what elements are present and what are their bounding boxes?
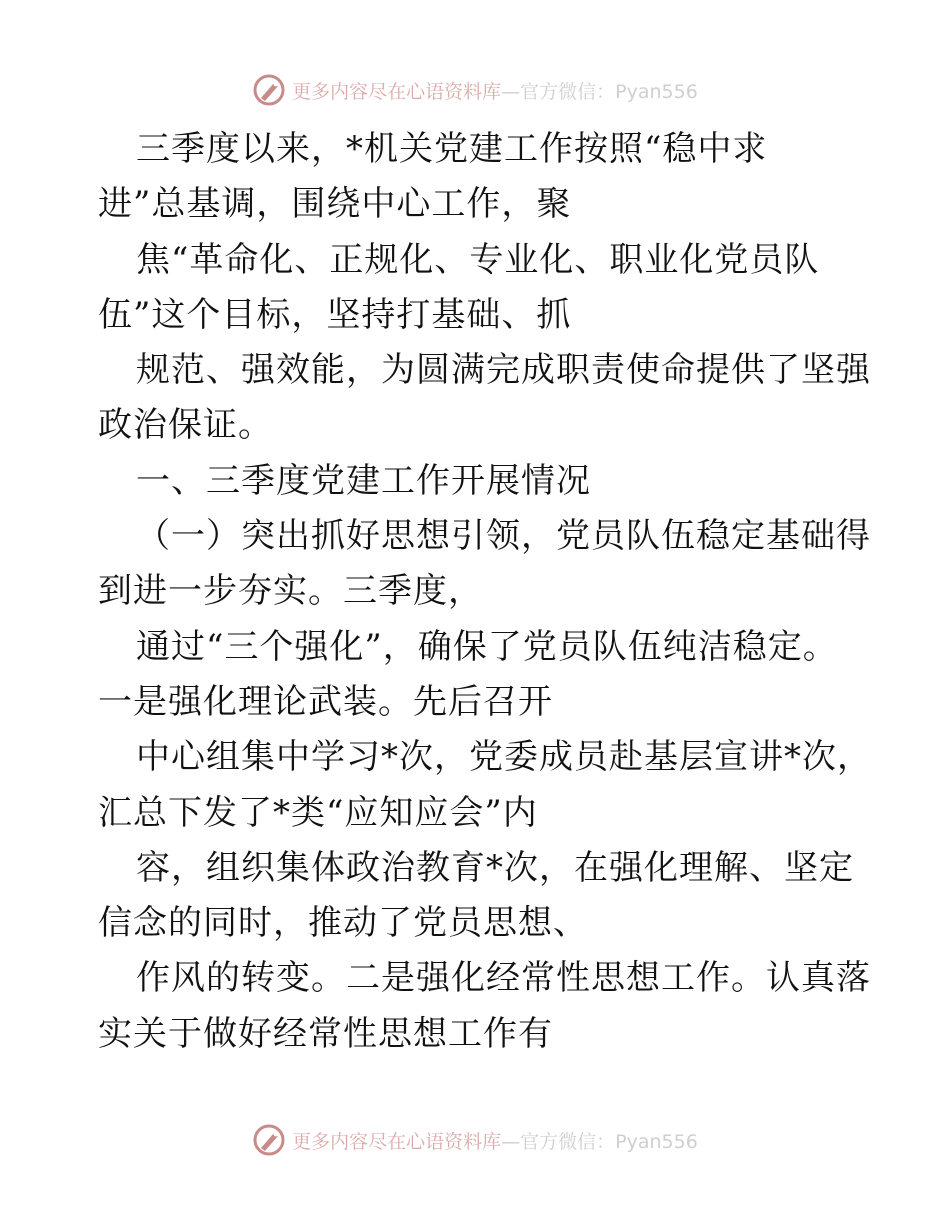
pen-logo-icon xyxy=(252,73,286,107)
header-watermark xyxy=(0,70,950,110)
paragraph-line: 汇总下发了*类“应知应会”内 xyxy=(98,792,538,833)
paragraph-line: 信念的同时，推动了党员思想、 xyxy=(98,903,588,944)
paragraph-line: 进”总基调，围绕中心工作，聚 xyxy=(98,184,572,225)
section-heading: 一、三季度党建工作开展情况 xyxy=(136,460,591,501)
watermark-sub-text: 官方微信：Pyan556 xyxy=(520,1130,698,1153)
subsection-heading: （一）突出抓好思想引领，党员队伍稳定基础得 xyxy=(136,516,871,557)
watermark-separator: — xyxy=(501,80,521,103)
paragraph-line: 通过“三个强化”，确保了党员队伍纯洁稳定。 xyxy=(136,626,838,667)
paragraph-line: 三季度以来，*机关党建工作按照“稳中求 xyxy=(136,129,768,169)
watermark-main-text: 更多内容尽在心语资料库 xyxy=(292,80,502,103)
paragraph-line: 一是强化理论武装。先后召开 xyxy=(98,681,553,722)
paragraph-line: 作风的转变。二是强化经常性思想工作。认真落 xyxy=(136,958,871,999)
paragraph-line: 到进一步夯实。三季度， xyxy=(98,571,483,612)
paragraph-line: 伍”这个目标，坚持打基础、抓 xyxy=(98,294,572,335)
paragraph-line: 焦“革命化、正规化、专业化、职业化党员队 xyxy=(136,239,820,280)
watermark-separator: — xyxy=(501,1130,521,1153)
watermark-sub-text: 官方微信：Pyan556 xyxy=(520,80,698,103)
paragraph-line: 实关于做好经常性思想工作有 xyxy=(98,1013,553,1054)
pen-logo-icon xyxy=(252,1123,286,1157)
watermark-main-text: 更多内容尽在心语资料库 xyxy=(292,1130,502,1153)
paragraph-line: 政治保证。 xyxy=(98,405,273,446)
watermark-text xyxy=(292,77,698,104)
paragraph-line: 规范、强效能，为圆满完成职责使命提供了坚强 xyxy=(136,350,871,391)
paragraph-line: 中心组集中学习*次，党委成员赴基层宣讲*次， xyxy=(136,737,872,778)
watermark-text xyxy=(292,1127,698,1154)
paragraph-line: 容，组织集体政治教育*次，在强化理解、坚定 xyxy=(136,847,854,888)
footer-watermark xyxy=(0,1120,950,1160)
document-body xyxy=(98,122,872,1062)
